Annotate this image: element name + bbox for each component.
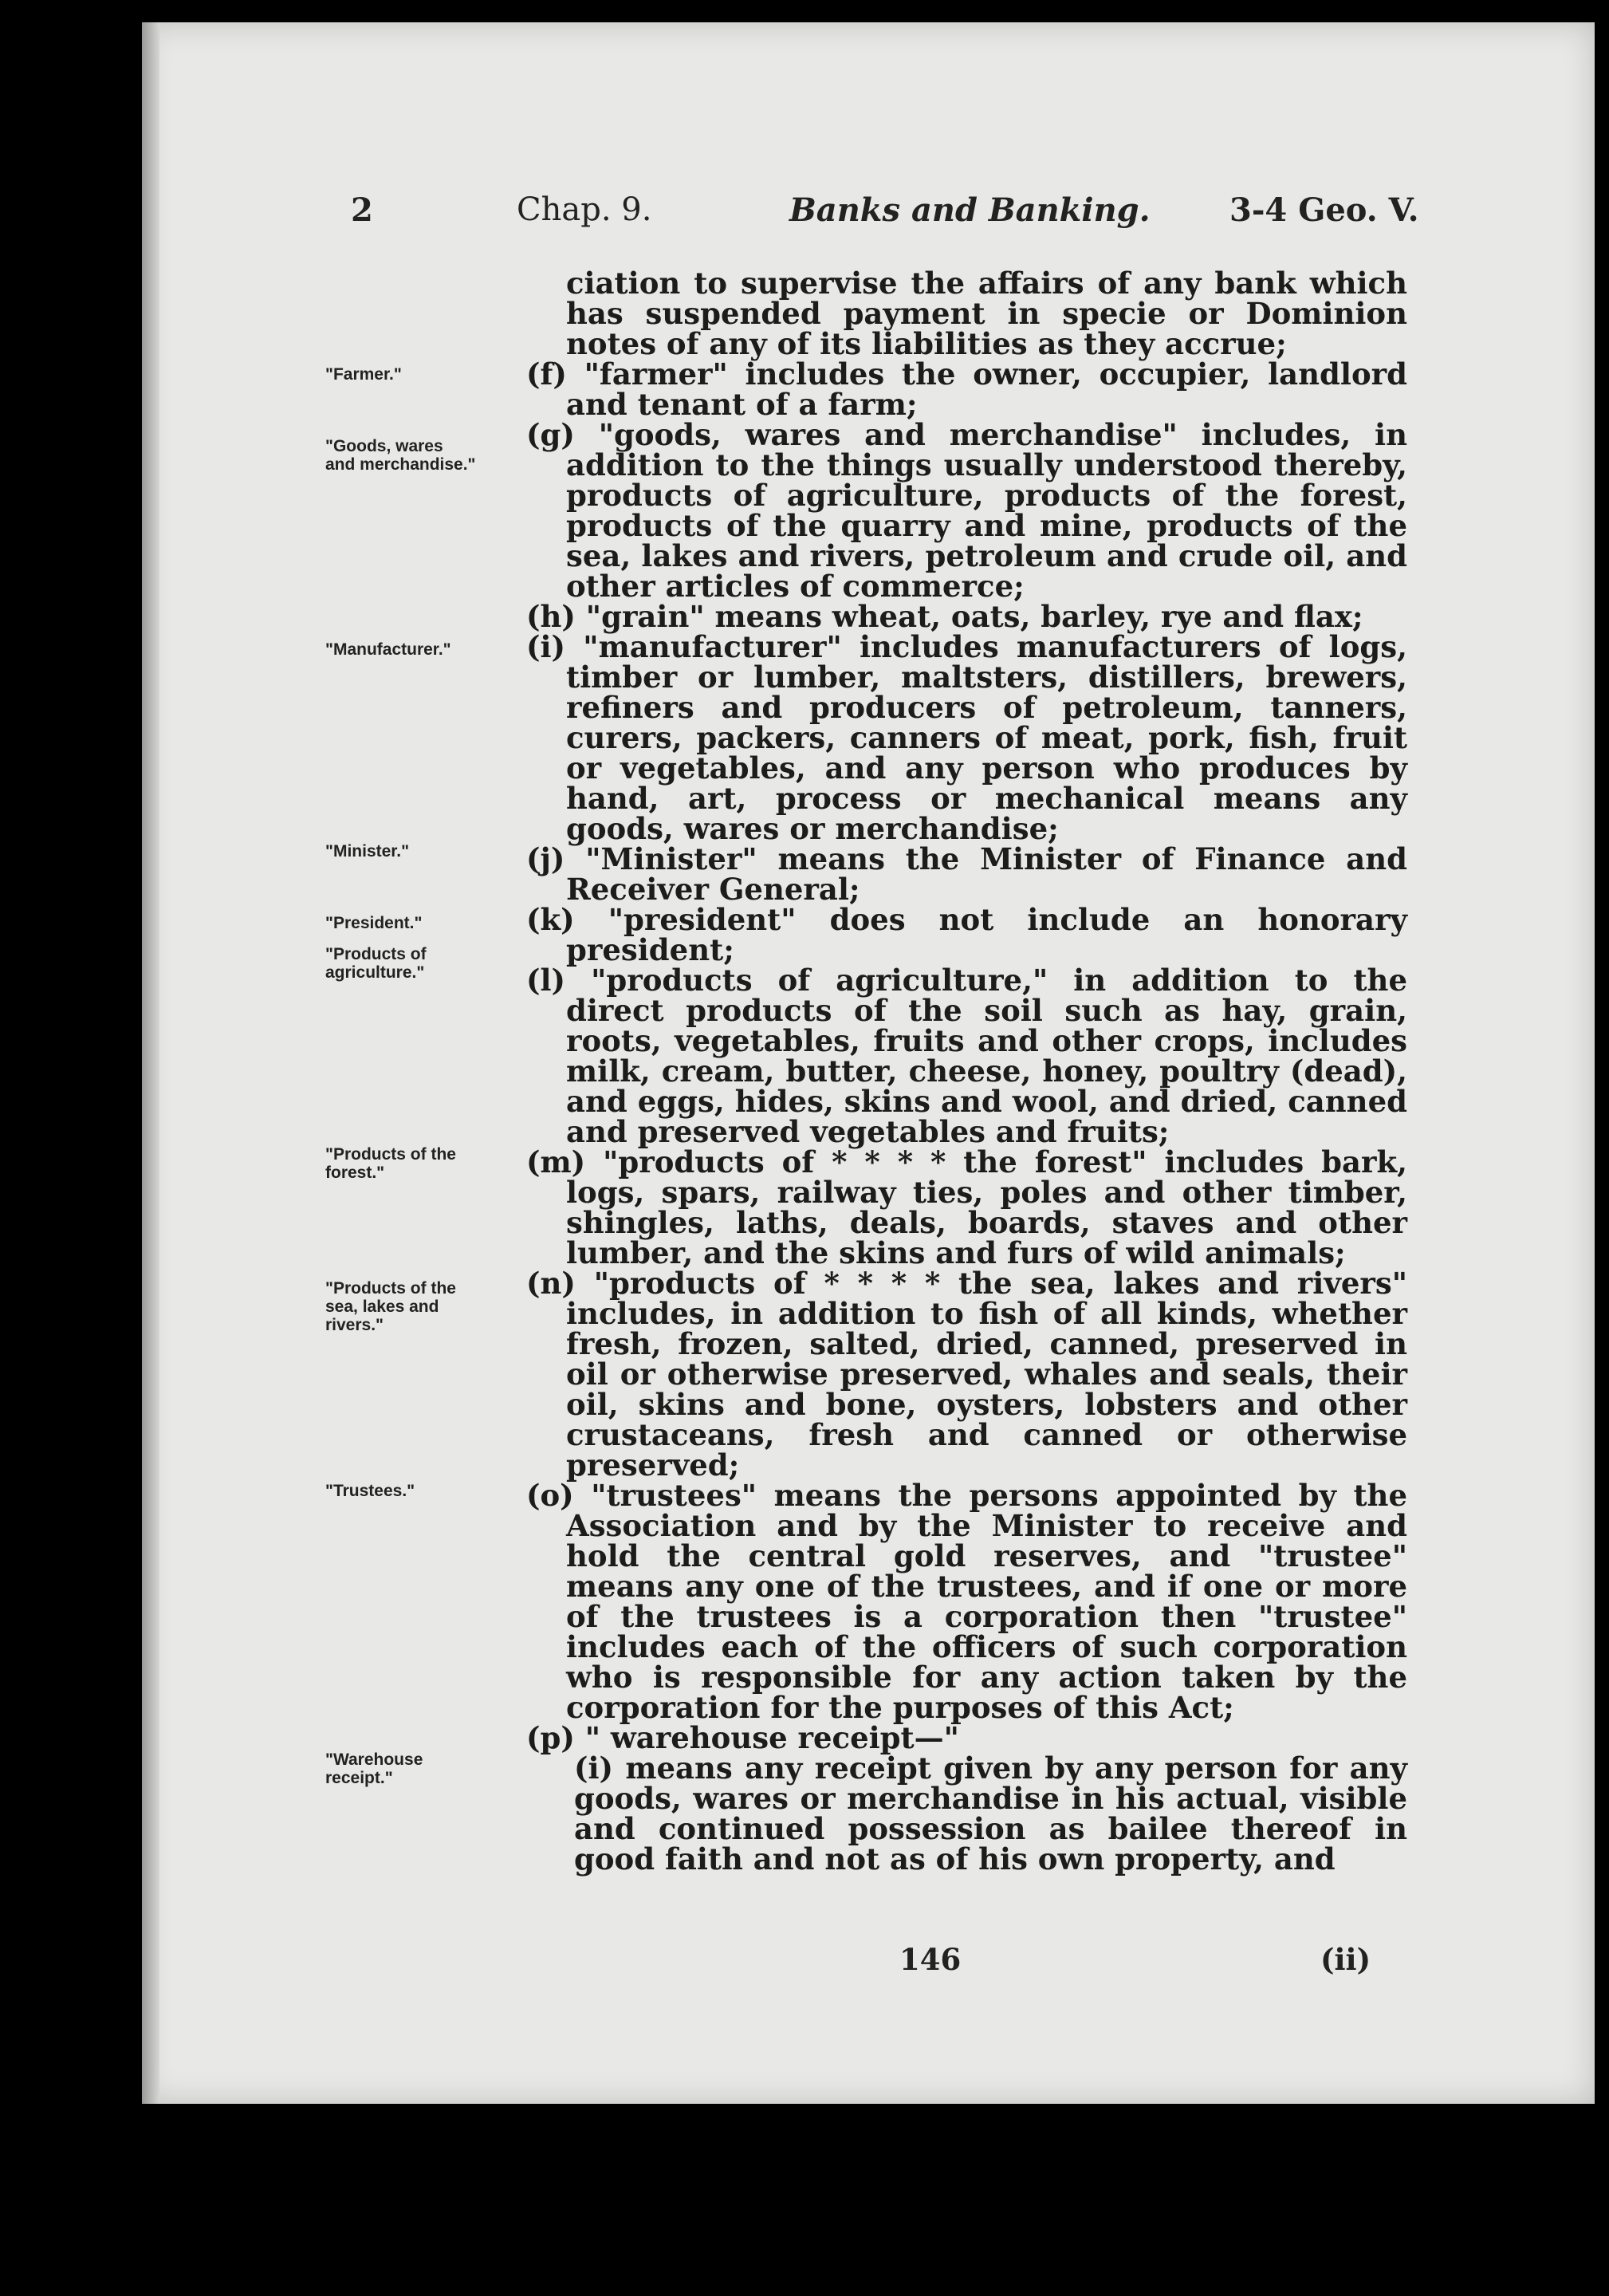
clause-i: (i) "manufacturer" includes manufacturers of logs, timber or lumber, maltsters, distillers, brewers, refiners and producers of petroleum, tanners, curers, packers, canners of meat, pork, fish, fruit or vegetables, and any person who produces by hand, art, process or mechanical means any goods, wares or merchandise; bbox=[526, 629, 1407, 846]
clause-g: (g) "goods, wares and merchandise" includes, in addition to the things usually understood thereby, products of agriculture, products of the forest, products of the quarry and mine, products of the sea, lakes and rivers, petroleum and crude oil, and other articles of commerce; bbox=[526, 417, 1407, 604]
margin-note-warehouse: "Warehouse receipt." bbox=[325, 1751, 423, 1787]
clause-l: (l) "products of agriculture," in addition to the direct products of the soil such as hay, grain, roots, vegetables, fruits and other crops, includes milk, cream, butter, cheese, honey, poultry (dead), and eggs, hides, skins and wool, and dried, canned and preserved vegetables and fruits; bbox=[526, 963, 1407, 1149]
clause-k: (k) "president" does not include an honorary president; bbox=[526, 902, 1407, 967]
running-title: Banks and Banking. bbox=[789, 191, 1151, 229]
folio-number: 146 bbox=[899, 1942, 962, 1977]
clause-j: (j) "Minister" means the Minister of Finance and Receiver General; bbox=[526, 841, 1407, 907]
catchword: (ii) bbox=[1320, 1942, 1371, 1977]
page-binding-edge bbox=[142, 22, 159, 2104]
continued-paragraph: ciation to supervise the affairs of any bank which has suspended payment in specie or Dominion notes of any of its liabilities as they accrue; bbox=[566, 266, 1407, 361]
clause-o: (o) "trustees" means the persons appointed by the Association and by the Minister to receive and hold the central gold reserves, and "trustee" means any one of the trustees, and if one or more of the trustees is a corporation then "trustee" includes each of the officers of such corporation who is responsible for any action taken by the corporation for the purposes of this Act; bbox=[526, 1478, 1407, 1725]
margin-note-president: "President." bbox=[325, 914, 423, 932]
margin-note-sea: "Products of the sea, lakes and rivers." bbox=[325, 1279, 456, 1334]
margin-note-agriculture: "Products of agriculture." bbox=[325, 945, 427, 982]
clause-p: (p) " warehouse receipt—" bbox=[526, 1720, 959, 1755]
regnal-year: 3-4 Geo. V. bbox=[1229, 191, 1419, 229]
margin-note-forest: "Products of the forest." bbox=[325, 1145, 456, 1182]
clause-f: (f) "farmer" includes the owner, occupier, landlord and tenant of a farm; bbox=[526, 356, 1407, 422]
statute-text bbox=[526, 266, 1407, 1877]
clause-n: (n) "products of * * * * the sea, lakes and rivers" includes, in addition to fish of all kinds, whether fresh, frozen, salted, dried, canned, preserved in oil or otherwise preserved, whales and seals, their oil, skins and bone, oysters, lobsters and other crustaceans, fresh and canned or otherwise preserved; bbox=[526, 1266, 1407, 1483]
clause-m: (m) "products of * * * * the forest" includes bark, logs, spars, railway ties, poles and other timber, shingles, laths, deals, boards, staves and other lumber, and the skins and furs of wild animals; bbox=[526, 1144, 1407, 1270]
margin-note-manufacturer: "Manufacturer." bbox=[325, 640, 451, 659]
clause-h: (h) "grain" means wheat, oats, barley, rye and flax; bbox=[526, 599, 1363, 634]
margin-note-farmer: "Farmer." bbox=[325, 365, 402, 384]
margin-note-trustees: "Trustees." bbox=[325, 1482, 415, 1500]
margin-note-goods: "Goods, wares and merchandise." bbox=[325, 437, 476, 474]
page-number: 2 bbox=[351, 191, 373, 229]
margin-note-minister: "Minister." bbox=[325, 842, 410, 861]
subclause-i: (i) means any receipt given by any person for any goods, wares or merchandise in his actual, visible and continued possession as bailee thereof in good faith and not as of his own property, and bbox=[574, 1751, 1407, 1877]
chapter-label: Chap. 9. bbox=[517, 191, 652, 228]
